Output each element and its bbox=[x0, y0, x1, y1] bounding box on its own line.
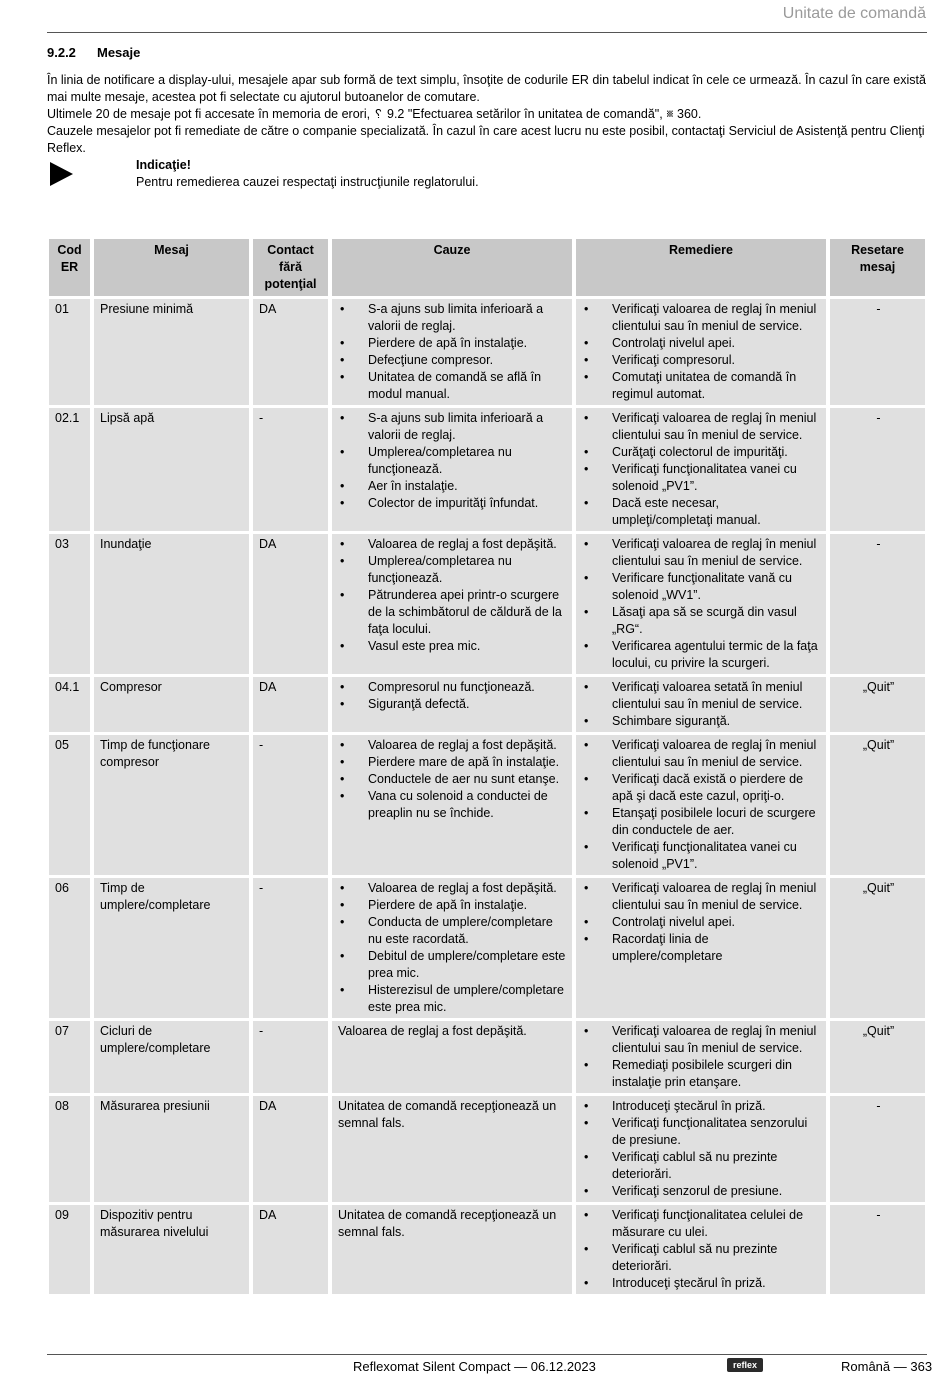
cell-remedy-list bbox=[582, 679, 822, 730]
cell-causes: Unitatea de comandă recepţionează un semnal fals. bbox=[332, 1205, 572, 1294]
page-header-title: Unitate de comandă bbox=[782, 5, 926, 22]
list-item: • Introduceţi ştecărul în priză. bbox=[582, 1098, 822, 1115]
list-item: • Defecţiune compresor. bbox=[338, 352, 568, 369]
cell-causes bbox=[332, 735, 572, 875]
cell-contact: - bbox=[253, 878, 328, 1018]
list-item: • Schimbare siguranţă. bbox=[582, 713, 822, 730]
cell-message: Timp de funcţionare compresor bbox=[94, 735, 249, 875]
cell-causes-list bbox=[338, 880, 568, 1016]
table-row bbox=[49, 408, 925, 531]
cell-remedy bbox=[576, 1205, 826, 1294]
cell-reset: - bbox=[830, 299, 925, 405]
error-messages-table bbox=[45, 236, 929, 1297]
cell-causes-list bbox=[338, 679, 568, 713]
cell-contact: DA bbox=[253, 1096, 328, 1202]
cell-message: Compresor bbox=[94, 677, 249, 732]
cell-code: 04.1 bbox=[49, 677, 90, 732]
cell-message: Dispozitiv pentru măsurarea nivelului bbox=[94, 1205, 249, 1294]
note-box bbox=[136, 157, 896, 191]
cell-remedy-list bbox=[582, 536, 822, 672]
cell-code: 01 bbox=[49, 299, 90, 405]
list-item: • Vasul este prea mic. bbox=[338, 638, 568, 655]
list-item: • Conducta de umplere/completare nu este racordată. bbox=[338, 914, 568, 948]
cell-reset: - bbox=[830, 1205, 925, 1294]
list-item: • Verificaţi valoarea de reglaj în meniul clientului sau în meniul de service. bbox=[582, 536, 822, 570]
cell-causes bbox=[332, 408, 572, 531]
cell-reset: „Quit” bbox=[830, 1021, 925, 1093]
cell-code: 09 bbox=[49, 1205, 90, 1294]
list-item: • Verificaţi valoarea de reglaj în meniul clientului sau în meniul de service. bbox=[582, 410, 822, 444]
list-item: • Verificarea agentului termic de la faţa locului, cu privire la scurgeri. bbox=[582, 638, 822, 672]
cell-message: Inundaţie bbox=[94, 534, 249, 674]
list-item: • Umplerea/completarea nu funcţionează. bbox=[338, 553, 568, 587]
list-item: • Verificaţi valoarea de reglaj în meniul clientului sau în meniul de service. bbox=[582, 301, 822, 335]
cell-remedy-list bbox=[582, 410, 822, 529]
cell-code: 05 bbox=[49, 735, 90, 875]
cell-remedy bbox=[576, 677, 826, 732]
header-message: Mesaj bbox=[94, 239, 249, 296]
list-item: • Aer în instalaţie. bbox=[338, 478, 568, 495]
list-item: • Verificaţi funcţionalitatea vanei cu solenoid „PV1”. bbox=[582, 839, 822, 873]
cell-remedy bbox=[576, 1096, 826, 1202]
cell-reset: - bbox=[830, 1096, 925, 1202]
list-item: • Verificaţi valoarea setată în meniul clientului sau în meniul de service. bbox=[582, 679, 822, 713]
cell-reset: „Quit” bbox=[830, 878, 925, 1018]
list-item: • Unitatea de comandă se află în modul manual. bbox=[338, 369, 568, 403]
table-row bbox=[49, 1021, 925, 1093]
table-row bbox=[49, 878, 925, 1018]
list-item: • Umplerea/completarea nu funcţionează. bbox=[338, 444, 568, 478]
cell-reset: - bbox=[830, 534, 925, 674]
list-item: • Verificaţi valoarea de reglaj în meniul clientului sau în meniul de service. bbox=[582, 1023, 822, 1057]
intro-paragraph-2: Ultimele 20 de mesaje pot fi accesate în memoria de erori, ␦ 9.2 "Efectuarea setărilor în unitatea de comandă", ␧ 360. bbox=[47, 107, 702, 121]
list-item: • Racordaţi linia de umplere/completare bbox=[582, 931, 822, 965]
cell-remedy bbox=[576, 299, 826, 405]
cell-reset: - bbox=[830, 408, 925, 531]
list-item: • Histerezisul de umplere/completare este prea mic. bbox=[338, 982, 568, 1016]
cell-remedy bbox=[576, 735, 826, 875]
list-item: • Valoarea de reglaj a fost depăşită. bbox=[338, 880, 568, 897]
cell-remedy-list bbox=[582, 301, 822, 403]
table-header-row bbox=[49, 239, 925, 296]
cell-message: Măsurarea presiunii bbox=[94, 1096, 249, 1202]
list-item: • S-a ajuns sub limita inferioară a valorii de reglaj. bbox=[338, 301, 568, 335]
cell-remedy-list bbox=[582, 1098, 822, 1200]
table-row bbox=[49, 1096, 925, 1202]
footer-page-number: Română — 363 bbox=[841, 1359, 933, 1374]
cell-causes: Valoarea de reglaj a fost depăşită. bbox=[332, 1021, 572, 1093]
list-item: • Introduceţi ştecărul în priză. bbox=[582, 1275, 822, 1292]
list-item: • Siguranţă defectă. bbox=[338, 696, 568, 713]
list-item: • Verificaţi funcţionalitatea senzorului de presiune. bbox=[582, 1115, 822, 1149]
list-item: • Lăsaţi apa să se scurgă din vasul „RG“. bbox=[582, 604, 822, 638]
footer-document: Reflexomat Silent Compact — 06.12.2023 bbox=[353, 1359, 596, 1374]
cell-remedy bbox=[576, 1021, 826, 1093]
list-item: • Compresorul nu funcţionează. bbox=[338, 679, 568, 696]
table-row bbox=[49, 534, 925, 674]
list-item: • Dacă este necesar, umpleţi/completaţi manual. bbox=[582, 495, 822, 529]
header-remedy: Remediere bbox=[576, 239, 826, 296]
list-item: • Valoarea de reglaj a fost depăşită. bbox=[338, 536, 568, 553]
list-item: • Controlaţi nivelul apei. bbox=[582, 335, 822, 352]
cell-causes-list bbox=[338, 737, 568, 822]
cell-remedy bbox=[576, 534, 826, 674]
cell-code: 06 bbox=[49, 878, 90, 1018]
list-item: • Colector de impurităţi înfundat. bbox=[338, 495, 568, 512]
header-contact: Contact fără potenţial bbox=[253, 239, 328, 296]
list-item: • Conductele de aer nu sunt etanşe. bbox=[338, 771, 568, 788]
cell-contact: - bbox=[253, 1021, 328, 1093]
cell-message: Lipsă apă bbox=[94, 408, 249, 531]
cell-causes-list bbox=[338, 410, 568, 512]
list-item: • Controlaţi nivelul apei. bbox=[582, 914, 822, 931]
reflex-logo: reflex bbox=[727, 1358, 763, 1372]
cell-causes-list bbox=[338, 301, 568, 403]
cell-causes-list bbox=[338, 536, 568, 655]
table-row bbox=[49, 1205, 925, 1294]
cell-remedy bbox=[576, 878, 826, 1018]
list-item: • Verificaţi funcţionalitatea vanei cu solenoid „PV1”. bbox=[582, 461, 822, 495]
cell-message: Timp de umplere/completare bbox=[94, 878, 249, 1018]
list-item: • Verificaţi cablul să nu prezinte deteriorări. bbox=[582, 1241, 822, 1275]
header-divider bbox=[47, 32, 927, 33]
list-item: • Vana cu solenoid a conductei de preaplin nu se închide. bbox=[338, 788, 568, 822]
list-item: • Pierdere de apă în instalaţie. bbox=[338, 897, 568, 914]
list-item: • Debitul de umplere/completare este prea mic. bbox=[338, 948, 568, 982]
cell-remedy bbox=[576, 408, 826, 531]
list-item: • Verificaţi compresorul. bbox=[582, 352, 822, 369]
arrow-right-icon bbox=[50, 162, 73, 186]
cell-code: 07 bbox=[49, 1021, 90, 1093]
cell-causes bbox=[332, 534, 572, 674]
cell-code: 02.1 bbox=[49, 408, 90, 531]
intro-paragraph-1: În linia de notificare a display-ului, mesajele apar sub formă de text simplu, însoţite de codurile ER din tabelul indicat în cele ce urmează. În cazul în care există mai multe mesaje, acestea pot fi selectate cu ajutorul butoanelor de comutare. bbox=[47, 73, 926, 104]
list-item: • Valoarea de reglaj a fost depăşită. bbox=[338, 737, 568, 754]
cell-message: Cicluri de umplere/completare bbox=[94, 1021, 249, 1093]
cell-contact: - bbox=[253, 408, 328, 531]
cell-message: Presiune minimă bbox=[94, 299, 249, 405]
list-item: • Etanşaţi posibilele locuri de scurgere din conductele de aer. bbox=[582, 805, 822, 839]
list-item: • Pierdere de apă în instalaţie. bbox=[338, 335, 568, 352]
section-number: 9.2.2 bbox=[47, 45, 76, 60]
cell-code: 08 bbox=[49, 1096, 90, 1202]
cell-causes: Unitatea de comandă recepţionează un semnal fals. bbox=[332, 1096, 572, 1202]
list-item: • S-a ajuns sub limita inferioară a valorii de reglaj. bbox=[338, 410, 568, 444]
list-item: • Comutaţi unitatea de comandă în regimul automat. bbox=[582, 369, 822, 403]
header-causes: Cauze bbox=[332, 239, 572, 296]
table-row bbox=[49, 677, 925, 732]
table-row bbox=[49, 735, 925, 875]
header-code: Cod ER bbox=[49, 239, 90, 296]
header-reset: Resetare mesaj bbox=[830, 239, 925, 296]
cell-reset: „Quit” bbox=[830, 735, 925, 875]
list-item: • Verificaţi funcţionalitatea celulei de măsurare cu ulei. bbox=[582, 1207, 822, 1241]
section-heading bbox=[47, 44, 140, 61]
intro-paragraph-3: Cauzele mesajelor pot fi remediate de către o companie specializată. În cazul în care acest lucru nu este posibil, contactaţi Serviciul de Asistenţă pentru Clienţi Reflex. bbox=[47, 124, 925, 155]
cell-contact: DA bbox=[253, 534, 328, 674]
note-title: Indicaţie! bbox=[136, 158, 191, 172]
cell-remedy-list bbox=[582, 737, 822, 873]
cell-causes bbox=[332, 299, 572, 405]
cell-remedy-list bbox=[582, 1207, 822, 1292]
list-item: • Verificaţi cablul să nu prezinte deteriorări. bbox=[582, 1149, 822, 1183]
list-item: • Verificaţi dacă există o pierdere de apă şi dacă este cazul, opriţi-o. bbox=[582, 771, 822, 805]
intro-text bbox=[47, 72, 932, 157]
cell-contact: DA bbox=[253, 677, 328, 732]
list-item: • Pătrunderea apei printr-o scurgere de la schimbătorul de căldură de la faţa locului. bbox=[338, 587, 568, 638]
cell-causes bbox=[332, 878, 572, 1018]
list-item: • Verificaţi senzorul de presiune. bbox=[582, 1183, 822, 1200]
cell-code: 03 bbox=[49, 534, 90, 674]
cell-remedy-list bbox=[582, 1023, 822, 1091]
cell-contact: DA bbox=[253, 1205, 328, 1294]
list-item: • Verificare funcţionalitate vană cu solenoid „WV1”. bbox=[582, 570, 822, 604]
cell-remedy-list bbox=[582, 880, 822, 965]
list-item: • Verificaţi valoarea de reglaj în meniul clientului sau în meniul de service. bbox=[582, 737, 822, 771]
list-item: • Verificaţi valoarea de reglaj în meniul clientului sau în meniul de service. bbox=[582, 880, 822, 914]
cell-reset: „Quit” bbox=[830, 677, 925, 732]
footer-divider bbox=[47, 1354, 927, 1355]
list-item: • Remediaţi posibilele scurgeri din instalaţie prin etanşare. bbox=[582, 1057, 822, 1091]
cell-contact: DA bbox=[253, 299, 328, 405]
section-title: Mesaje bbox=[97, 45, 141, 60]
list-item: • Pierdere mare de apă în instalaţie. bbox=[338, 754, 568, 771]
note-text: Pentru remedierea cauzei respectaţi instrucţiunile reglatorului. bbox=[136, 175, 479, 189]
cell-contact: - bbox=[253, 735, 328, 875]
list-item: • Curăţaţi colectorul de impurităţi. bbox=[582, 444, 822, 461]
table-row bbox=[49, 299, 925, 405]
cell-causes bbox=[332, 677, 572, 732]
